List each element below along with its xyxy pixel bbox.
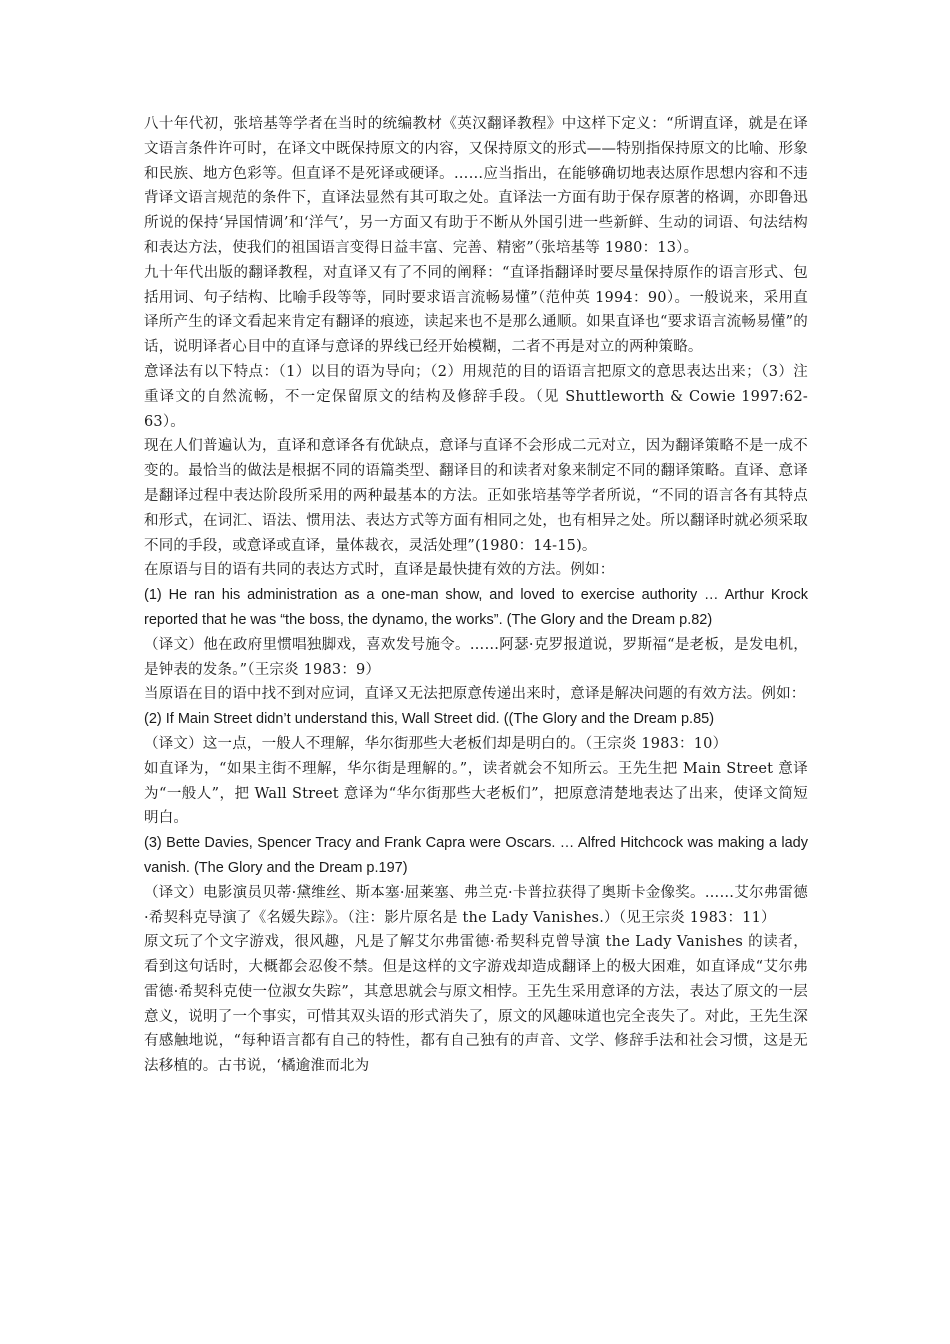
paragraph-literal-translation-definition-1990s: 九十年代出版的翻译教程，对直译又有了不同的阐释：“直译指翻译时要尽量保持原作的语言形式、包括用词、句子结构、比喻手段等等，同时要求语言流畅易懂”（范仲英 1994：90）。一般说来，采用直译所产生的译文看起来肯定有翻译的痕迹，读起来也不是那么通顺。如果直译也“要求语言流畅易懂”的话，说明译者心目中的直译与意译的界线已经开始模糊，二者不再是对立的两种策略。 (144, 264, 808, 356)
example-3-translation: （译文）电影演员贝蒂·黛维丝、斯本塞·屈莱塞、弗兰克·卡普拉获得了奥斯卡金像奖。……艾尔弗雷德·希契科克导演了《名媛失踪》。（注：影片原名是 the Lady Vanishes.）（见王宗炎 1983：11） (144, 884, 808, 926)
paragraph-free-translation-features: 意译法有以下特点：（1）以目的语为导向；（2）用规范的目的语语言把原文的意思表达出来；（3）注重译文的自然流畅，不一定保留原文的结构及修辞手段。（见 Shuttleworth & Cowie 1997:62-63）。 (144, 363, 808, 430)
document-body (144, 112, 808, 1079)
example-2-source: (2) If Main Street didn’t understand this, Wall Street did. ((The Glory and the Dream p.85) (144, 711, 715, 728)
example-2-commentary: 如直译为，“如果主街不理解，华尔街是理解的。”，读者就会不知所云。王先生把 Main Street 意译为“一般人”，把 Wall Street 意译为“华尔街那些大老板们”，把原意清楚地表达了出来，使译文简短明白。 (144, 760, 808, 827)
example-2-translation: （译文）这一点，一般人不理解，华尔街那些大老板们却是明白的。（王宗炎 1983：10） (144, 735, 728, 752)
paragraph-example-intro-2: 当原语在目的语中找不到对应词，直译又无法把原意传递出来时，意译是解决问题的有效方法。例如： (144, 686, 806, 703)
paragraph-pros-and-cons: 现在人们普遍认为，直译和意译各有优缺点，意译与直译不会形成二元对立，因为翻译策略不是一成不变的。最恰当的做法是根据不同的语篇类型、翻译目的和读者对象来制定不同的翻译策略。直译、意译是翻译过程中表达阶段所采用的两种最基本的方法。正如张培基等学者所说，“不同的语言各有其特点和形式，在词汇、语法、惯用法、表达方式等方面有相同之处，也有相异之处。所以翻译时就必须采取不同的手段，或意译或直译，量体裁衣，灵活处理”(1980：14-15)。 (144, 438, 808, 554)
example-1-source: (1) He ran his administration as a one-man show, and loved to exercise authority … Arthur Krock reported that he was “the boss, the dynamo, the works”. (The Glory and the Dream p.82) (144, 587, 808, 628)
paragraph-example-intro-1: 在原语与目的语有共同的表达方式时，直译是最快捷有效的方法。例如： (144, 562, 615, 579)
paragraph-literal-translation-definition-1980s: 八十年代初，张培基等学者在当时的统编教材《英汉翻译教程》中这样下定义：“所谓直译，就是在译文语言条件许可时，在译文中既保持原文的内容，又保持原文的形式——特别指保持原文的比喻、形象和民族、地方色彩等。但直译不是死译或硬译。……应当指出，在能够确切地表达原作思想内容和不违背译文语言规范的条件下，直译法显然有其可取之处。直译法一方面有助于保存原著的格调，亦即鲁迅所说的保持‘异国情调’和‘洋气’，另一方面又有助于不断从外国引进一些新鲜、生动的词语、句法结构和表达方法，使我们的祖国语言变得日益丰富、完善、精密”（张培基等 1980：13）。 (144, 116, 808, 256)
example-3-commentary: 原文玩了个文字游戏，很风趣，凡是了解艾尔弗雷德·希契科克曾导演 the Lady Vanishes 的读者，看到这句话时，大概都会忍俊不禁。但是这样的文字游戏却造成翻译上的极大困难，如直译成“艾尔弗雷德·希契科克使一位淑女失踪”，其意思就会与原文相悖。王先生采用意译的方法，表达了原文的一层意义，说明了一个事实，可惜其双头语的形式消失了，原文的风趣味道也完全丧失了。对此，王先生深有感触地说，“每种语言都有自己的特性，都有自己独有的声音、文学、修辞手法和社会习惯，这是无法移植的。古书说，‘橘逾淮而北为 (144, 934, 808, 1075)
example-3-source: (3) Bette Davies, Spencer Tracy and Frank Capra were Oscars. … Alfred Hitchcock was making a lady vanish. (The Glory and the Dream p.197) (144, 835, 808, 876)
example-1-translation: （译文）他在政府里惯唱独脚戏，喜欢发号施令。……阿瑟·克罗报道说，罗斯福“是老板，是发电机，是钟表的发条。”（王宗炎 1983：9） (144, 636, 808, 678)
